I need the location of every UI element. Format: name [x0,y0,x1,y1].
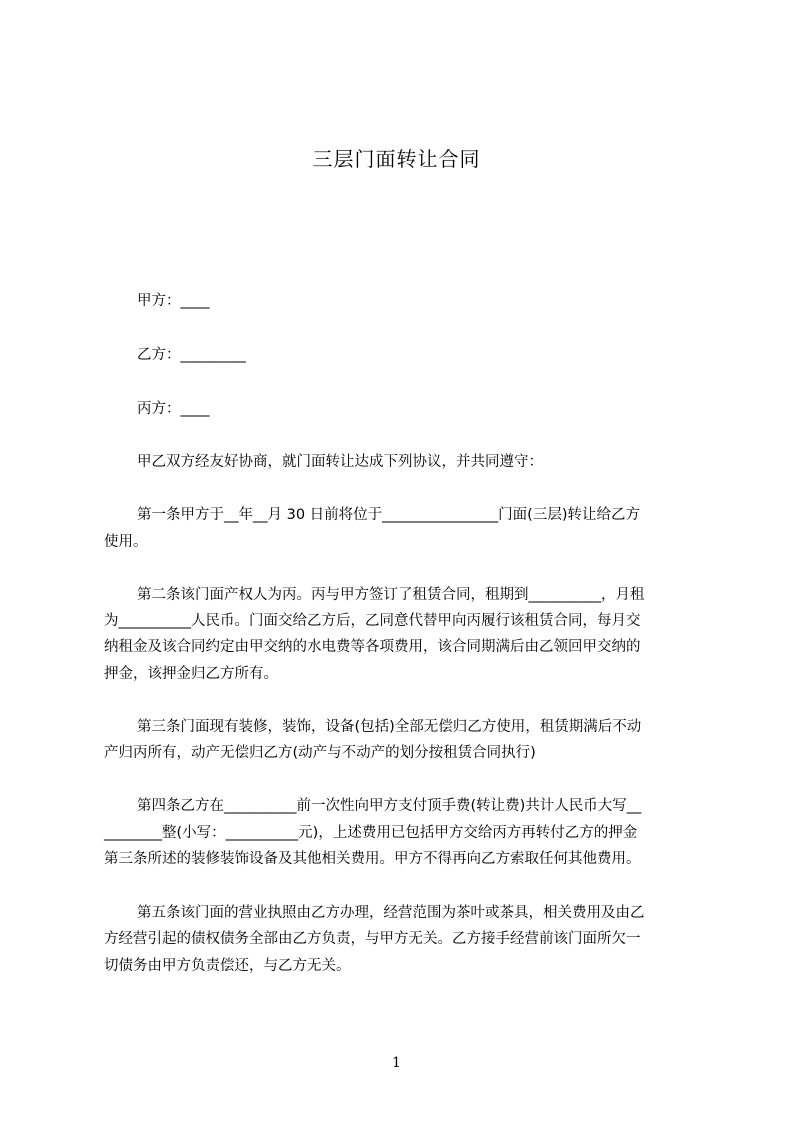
article-2-line-3: 纳租金及该合同约定由甲交纳的水电费等各项费用，该合同期满后由乙领回甲交纳的 [104,639,641,655]
party-b-line: 乙方：_________ [137,347,246,363]
article-2-line-4: 押金，该押金归乙方所有。 [104,666,278,682]
article-2-line-1: 第二条该门面产权人为丙。丙与甲方签订了租赁合同，租期到__________，月租 [137,587,645,603]
article-1-line-2: 使用。 [104,534,148,550]
article-3-line-1: 第三条门面现有装修，装饰，设备(包括)全部无偿归乙方使用，租赁期满后不动 [137,719,642,735]
article-1-line-1: 第一条甲方于__年__月 30 日前将位于________________门面(三层)转让给乙方 [137,507,640,523]
article-3-line-2: 产归丙所有，动产无偿归乙方(动产与不动产的划分按租赁合同执行) [104,745,536,761]
document-title: 三层门面转让合同 [312,147,481,171]
party-a-line: 甲方：____ [137,293,210,309]
article-4-line-2: ________整(小写：__________元)，上述费用已包括甲方交给丙方再转付乙方的押金 [104,825,638,841]
article-4-line-3: 第三条所述的装修装饰设备及其他相关费用。甲方不得再向乙方索取任何其他费用。 [104,851,641,867]
party-c-line: 丙方：____ [137,401,210,417]
article-5-line-3: 切债务由甲方负责偿还，与乙方无关。 [104,958,351,974]
article-5-line-2: 方经营引起的债权债务全部由乙方负责，与甲方无关。乙方接手经营前该门面所欠一 [104,931,641,947]
article-5-line-1: 第五条该门面的营业执照由乙方办理，经营范围为茶叶或茶具，相关费用及由乙 [137,905,645,921]
page-number: 1 [392,1055,401,1071]
article-2-line-2: 为__________人民币。门面交给乙方后，乙同意代替甲向丙履行该租赁合同，每月交 [104,613,641,629]
intro-paragraph: 甲乙双方经友好协商，就门面转让达成下列协议，并共同遵守： [137,454,543,470]
article-4-line-1: 第四条乙方在__________前一次性向甲方支付顶手费(转让费)共计人民币大写__ [137,798,642,814]
